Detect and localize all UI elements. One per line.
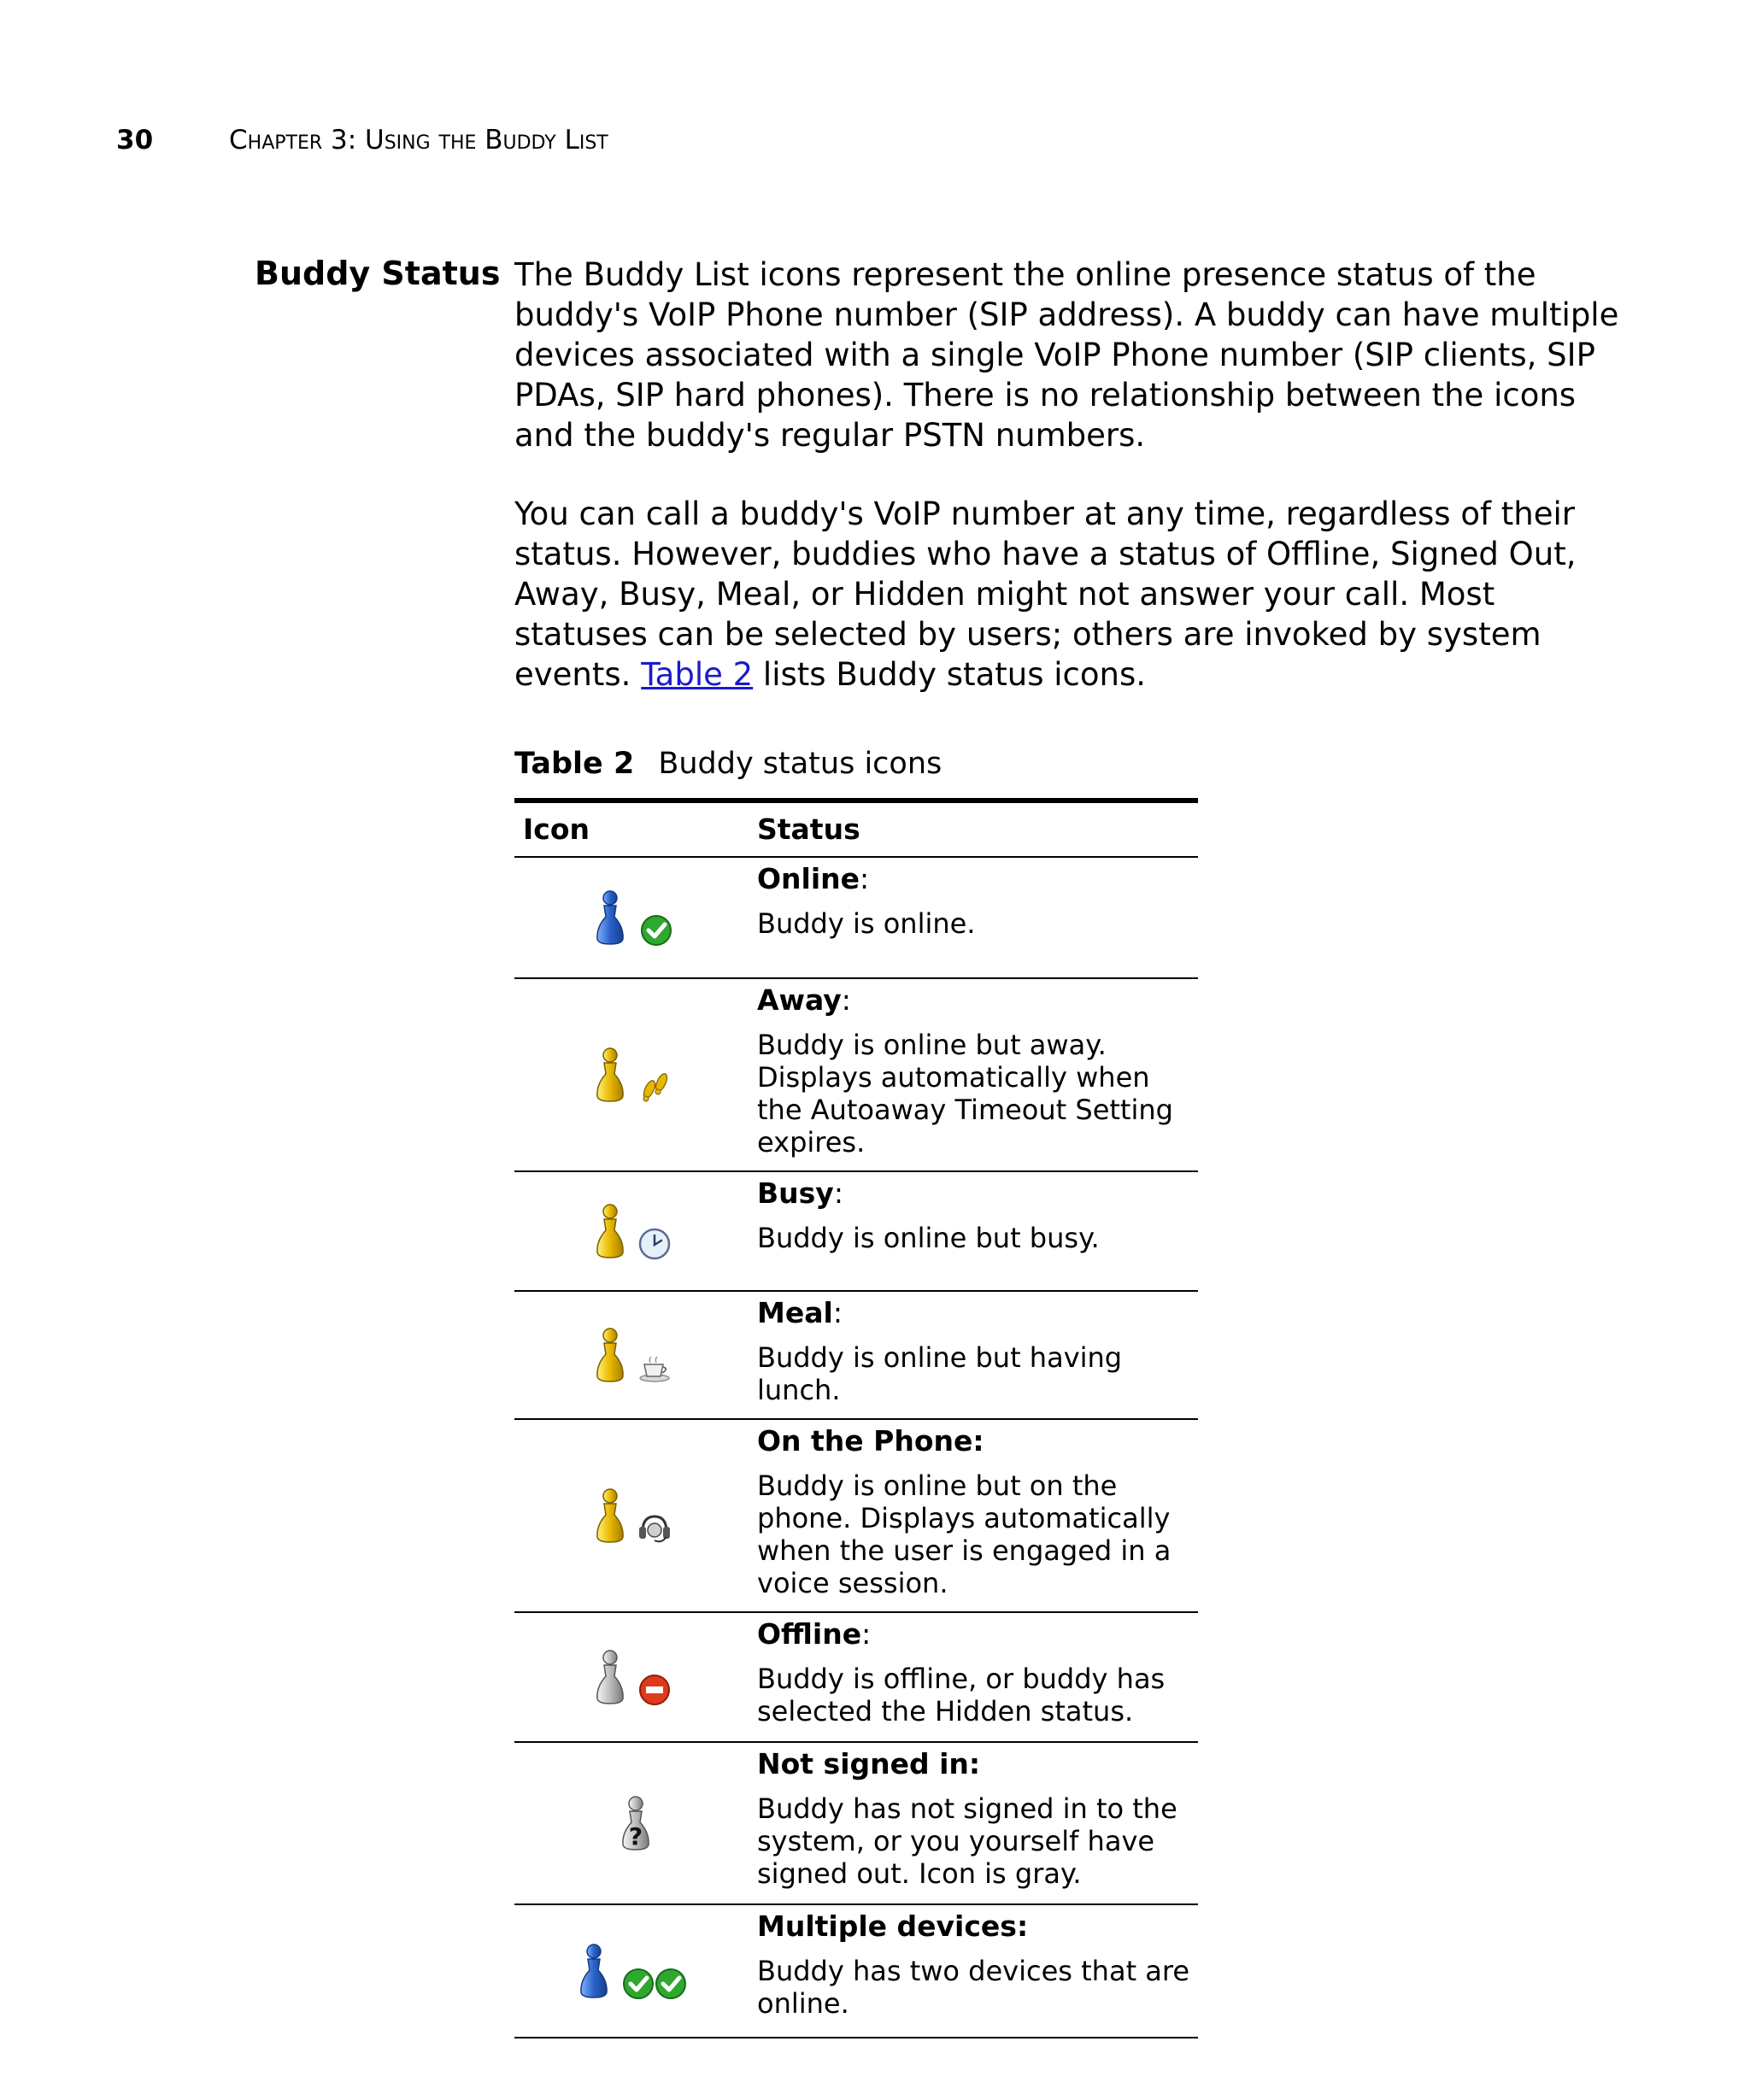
status-icon-cell (514, 1171, 757, 1291)
chapter-title: Chapter 3: Using the Buddy List (229, 125, 608, 155)
call-paragraph-tail: lists Buddy status icons. (753, 656, 1146, 693)
intro-paragraph: The Buddy List icons represent the online presence status of the buddy's VoIP Phone number (SIP address). A buddy can have multiple devices associated with a single VoIP Phone number (SIP clients, SIP PDAs, SIP hard phones). There is no relationship between the icons and the buddy's regular PSTN numbers. (514, 256, 1619, 454)
status-title (757, 1423, 1198, 1459)
status-title-colon: : (841, 983, 851, 1017)
column-header-status: Status (757, 801, 1198, 857)
table-row (514, 1291, 1198, 1419)
status-description: Buddy is online but having lunch. (757, 1341, 1123, 1406)
yellow-buddy-phone-headset-icon (588, 1486, 684, 1546)
status-description: Buddy is online but on the phone. Displays automatically when the user is engaged in a voice session. (757, 1469, 1172, 1599)
status-icon-cell (514, 978, 757, 1171)
status-cell (757, 1419, 1198, 1612)
status-cell (757, 978, 1198, 1171)
status-title (757, 983, 1198, 1018)
status-icon-cell (514, 1612, 757, 1742)
table-row (514, 1171, 1198, 1291)
status-title-text: Offline (757, 1617, 862, 1651)
yellow-buddy-meal-cup-icon (588, 1325, 684, 1385)
status-icon-cell (514, 857, 757, 978)
status-icon-cell (514, 1904, 757, 2038)
status-title-text: Not signed in: (757, 1747, 981, 1780)
status-icon-cell (514, 1419, 757, 1612)
gray-buddy-offline-stop-icon (588, 1647, 684, 1707)
status-title-text: Meal (757, 1296, 833, 1329)
section-heading: Buddy Status (255, 255, 501, 292)
call-paragraph-text: You can call a buddy's VoIP number at any time, regardless of their status. However, buddies who have a status of Offline, Signed Out, Away, Busy, Meal, or Hidden might not answer your call. Most statuses can be selected by users; others are invoked by system events. (514, 496, 1577, 693)
gray-buddy-question-icon (588, 1793, 684, 1853)
status-title (757, 1295, 1198, 1331)
yellow-buddy-busy-clock-icon (588, 1201, 684, 1261)
status-cell (757, 1291, 1198, 1419)
status-title-text: Away (757, 983, 842, 1017)
status-title-colon: : (861, 1617, 872, 1651)
status-title (757, 1176, 1198, 1211)
table-2-link[interactable]: Table 2 (641, 656, 754, 693)
status-title-colon: : (832, 1296, 843, 1329)
yellow-buddy-away-footprints-icon (588, 1045, 684, 1105)
status-description: Buddy is online but away. Displays automatically when the Autoaway Timeout Setting expires. (757, 1029, 1173, 1159)
status-title-text: Online (757, 862, 860, 895)
status-title-text: On the Phone: (757, 1424, 984, 1458)
table-row (514, 1904, 1198, 2038)
status-cell (757, 1171, 1198, 1291)
table-row (514, 1742, 1198, 1904)
status-title (757, 1909, 1198, 1945)
table-row (514, 1612, 1198, 1742)
table-caption-label: Table 2 (514, 747, 635, 781)
column-header-icon: Icon (514, 801, 757, 857)
status-title (757, 1616, 1198, 1652)
status-cell (757, 1904, 1198, 2038)
table-caption (514, 747, 942, 781)
status-icon-cell (514, 1742, 757, 1904)
table-header-row (514, 801, 1198, 857)
status-cell (757, 1742, 1198, 1904)
status-description: Buddy is online but busy. (757, 1222, 1100, 1254)
table-row (514, 1419, 1198, 1612)
table-caption-text: Buddy status icons (658, 747, 943, 781)
status-title-text: Busy (757, 1176, 834, 1210)
call-paragraph (514, 494, 1625, 695)
status-description: Buddy has not signed in to the system, or you yourself have signed out. Icon is gray. (757, 1792, 1177, 1890)
status-title (757, 1746, 1198, 1782)
status-title-colon: : (833, 1176, 843, 1210)
status-title (757, 861, 1198, 897)
status-description: Buddy has two devices that are online. (757, 1955, 1190, 2020)
status-description: Buddy is offline, or buddy has selected the Hidden status. (757, 1663, 1166, 1728)
svg-text:?: ? (628, 1822, 643, 1851)
status-description: Buddy is online. (757, 907, 976, 940)
blue-buddy-two-checks-icon (572, 1941, 700, 2001)
page-number: 30 (116, 125, 154, 155)
status-title-text: Multiple devices: (757, 1909, 1029, 1943)
status-cell (757, 857, 1198, 978)
status-icon-cell (514, 1291, 757, 1419)
status-cell (757, 1612, 1198, 1742)
table-row (514, 978, 1198, 1171)
status-title-colon: : (860, 862, 870, 895)
table-row (514, 857, 1198, 978)
blue-buddy-online-check-icon (588, 888, 684, 947)
buddy-status-table (514, 798, 1198, 2038)
